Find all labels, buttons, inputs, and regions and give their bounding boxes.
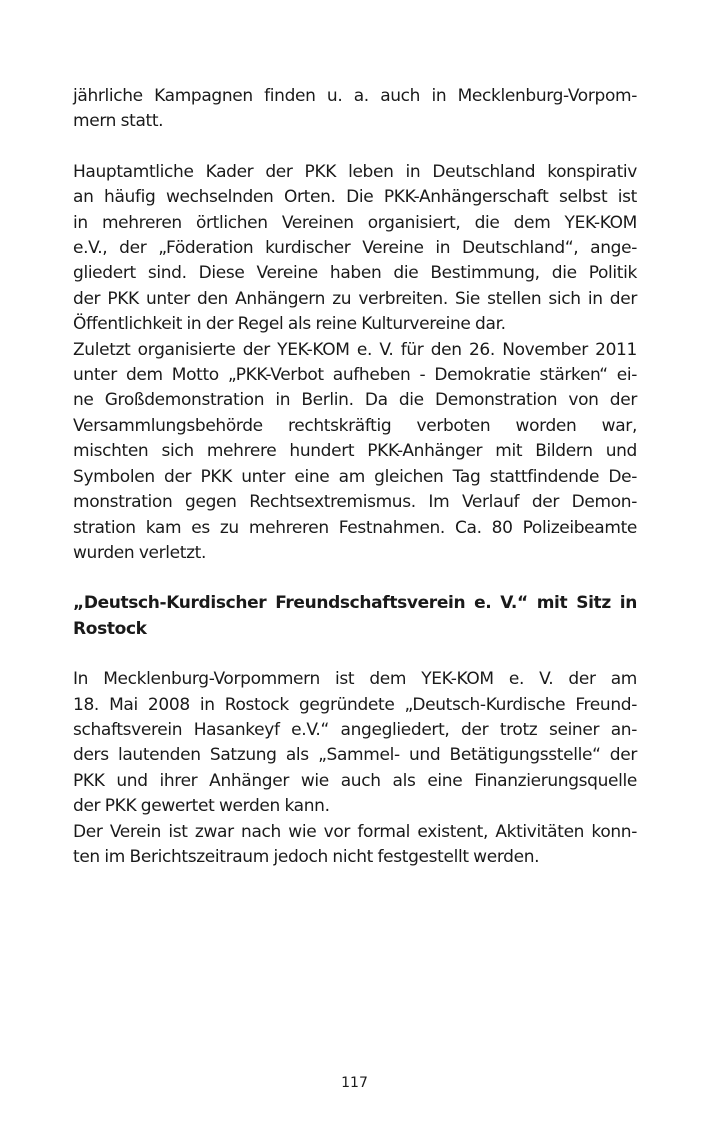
- text-line: an häufig wechselnden Orten. Die PKK-Anhängerschaft selbst ist: [73, 187, 637, 208]
- text-line: gliedert sind. Diese Vereine haben die Bestimmung, die Politik: [73, 263, 637, 284]
- paragraph-gap: [73, 642, 637, 667]
- text-line: Zuletzt organisierte der YEK-KOM e. V. für den 26. November 2011: [73, 339, 637, 360]
- text-line: Symbolen der PKK unter eine am gleichen Tag stattfindende De-: [73, 466, 637, 487]
- text-line: mern statt.: [73, 111, 164, 132]
- paragraph-rostock-association: [73, 667, 637, 819]
- text-line: wurden verletzt.: [73, 542, 207, 563]
- text-line: Hauptamtliche Kader der PKK leben in Deutschland konspirativ: [73, 161, 637, 182]
- text-line: PKK und ihrer Anhänger wie auch als eine Finanzierungsquelle: [73, 770, 637, 791]
- text-line: In Mecklenburg-Vorpommern ist dem YEK-KOM e. V. der am: [73, 669, 637, 690]
- text-line: unter dem Motto „PKK-Verbot aufheben - Demokratie stärken“ ei-: [73, 365, 637, 386]
- text-line: schaftsverein Hasankeyf e.V.“ angegliedert, der trotz seiner an-: [73, 719, 637, 740]
- text-line: 18. Mai 2008 in Rostock gegründete „Deutsch-Kurdische Freund-: [73, 694, 637, 715]
- text-line: ne Großdemonstration in Berlin. Da die Demonstration von der: [73, 390, 637, 411]
- text-line: mischten sich mehrere hundert PKK-Anhänger mit Bildern und: [73, 441, 637, 462]
- heading-line: „Deutsch-Kurdischer Freundschaftsverein e. V.“ mit Sitz in: [73, 593, 637, 614]
- text-line: e.V., der „Föderation kurdischer Vereine in Deutschland“, ange-: [73, 238, 637, 259]
- text-line: monstration gegen Rechtsextremismus. Im Verlauf der Demon-: [73, 492, 637, 513]
- document-body: [73, 84, 637, 870]
- text-line: der PKK unter den Anhängern zu verbreiten. Sie stellen sich in der: [73, 288, 637, 309]
- section-heading: [73, 591, 637, 642]
- paragraph-pkk-cadres: [73, 160, 637, 338]
- text-line: ten im Berichtszeitraum jedoch nicht festgestellt werden.: [73, 846, 540, 867]
- text-line: Der Verein ist zwar nach wie vor formal existent, Aktivitäten konn-: [73, 821, 637, 842]
- paragraph-gap: [73, 566, 637, 591]
- text-line: jährliche Kampagnen finden u. a. auch in Mecklenburg-Vorpom-: [73, 86, 637, 106]
- page-number: 117: [341, 1075, 368, 1091]
- text-line: der PKK gewertet werden kann.: [73, 796, 330, 817]
- text-line: Öffentlichkeit in der Regel als reine Kulturvereine dar.: [73, 314, 506, 335]
- heading-line: Rostock: [73, 618, 147, 639]
- text-line: in mehreren örtlichen Vereinen organisiert, die dem YEK-KOM: [73, 212, 637, 233]
- text-line: Versammlungsbehörde rechtskräftig verboten worden war,: [73, 415, 637, 436]
- paragraph-demonstration: [73, 338, 637, 567]
- paragraph-association-status: [73, 820, 637, 871]
- text-line: ders lautenden Satzung als „Sammel- und Betätigungsstelle“ der: [73, 745, 637, 766]
- text-line: stration kam es zu mehreren Festnahmen. Ca. 80 Polizeibeamte: [73, 517, 637, 538]
- paragraph-gap: [73, 135, 637, 160]
- paragraph-campaigns: [73, 84, 637, 135]
